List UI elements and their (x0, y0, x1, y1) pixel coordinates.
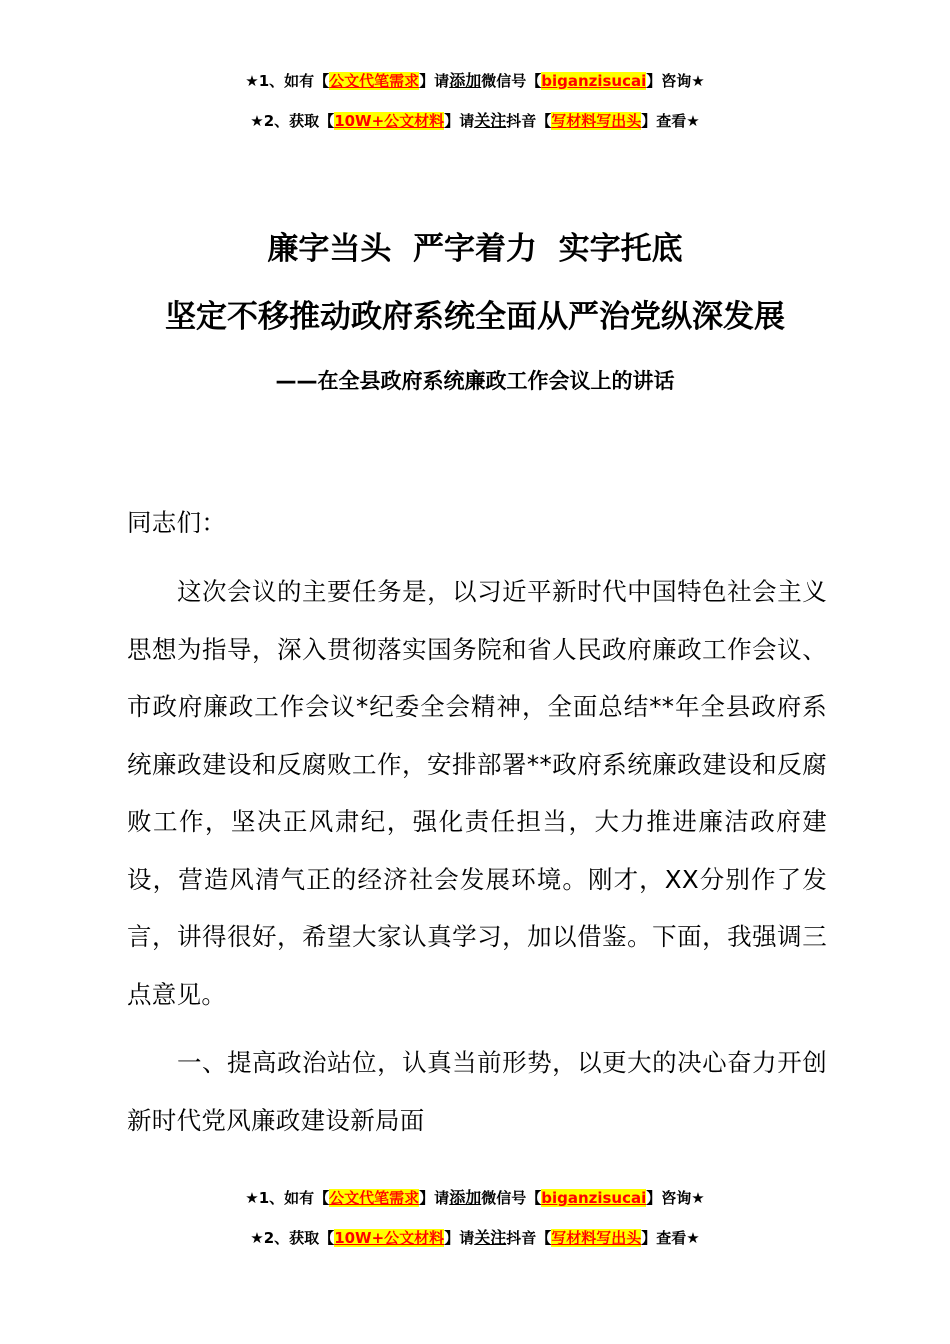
promo-prefix: ★1、如有【 (245, 1189, 330, 1207)
promo-wechat-id: biganzisucai (541, 72, 647, 90)
promo-underline: 添加 (449, 71, 482, 90)
promo-line-1-top (0, 70, 950, 92)
promo-text: 】请 (419, 72, 450, 90)
promo-underline: 关注 (474, 1228, 507, 1247)
title-line-1: 廉字当头 严字着力 实字托底 (267, 231, 683, 267)
promo-prefix: ★2、获取【 (250, 112, 335, 130)
promo-underline: 关注 (474, 111, 507, 130)
promo-highlight: 公文代笔需求 (329, 72, 420, 90)
promo-text: 抖音【 (506, 1229, 552, 1247)
promo-suffix: 】咨询★ (646, 72, 705, 90)
salutation: 同志们： (127, 508, 227, 537)
promo-line-2-bottom (0, 1227, 950, 1249)
promo-text: 】请 (419, 1189, 450, 1207)
promo-line-2-top (0, 110, 950, 132)
promo-highlight: 10W+公文材料 (334, 112, 445, 130)
promo-underline: 添加 (449, 1188, 482, 1207)
promo-text: 微信号【 (481, 72, 542, 90)
promo-prefix: ★1、如有【 (245, 72, 330, 90)
promo-suffix: 】查看★ (641, 1229, 700, 1247)
promo-wechat-id: biganzisucai (541, 1189, 647, 1207)
promo-text: 】请 (444, 1229, 475, 1247)
promo-line-1-bottom (0, 1187, 950, 1209)
promo-text: 微信号【 (481, 1189, 542, 1207)
section-heading-1: 一、提高政治站位，认真当前形势，以更大的决心奋力开创新时代党风廉政建设新局面 (127, 1048, 827, 1135)
title-line-2: 坚定不移推动政府系统全面从严治党纵深发展 (165, 299, 785, 335)
promo-text: 】请 (444, 112, 475, 130)
promo-prefix: ★2、获取【 (250, 1229, 335, 1247)
promo-highlight: 公文代笔需求 (329, 1189, 420, 1207)
body-paragraph-1: 这次会议的主要任务是，以习近平新时代中国特色社会主义思想为指导，深入贯彻落实国务院和省人民政府廉政工作会议、市政府廉政工作会议*纪委全会精神，全面总结**年全县政府系统廉政建设和反腐败工作，安排部署**政府系统廉政建设和反腐败工作，坚决正风肃纪，强化责任担当，大力推进廉洁政府建设，营造风清气正的经济社会发展环境。刚才，XX分别作了发言，讲得很好，希望大家认真学习，加以借鉴。下面，我强调三点意见。 (127, 577, 827, 1009)
promo-highlight: 10W+公文材料 (334, 1229, 445, 1247)
promo-douyin-id: 写材料写出头 (551, 1229, 642, 1247)
promo-douyin-id: 写材料写出头 (551, 112, 642, 130)
promo-suffix: 】查看★ (641, 112, 700, 130)
promo-suffix: 】咨询★ (646, 1189, 705, 1207)
promo-text: 抖音【 (506, 112, 552, 130)
subtitle: ——在全县政府系统廉政工作会议上的讲话 (275, 369, 675, 393)
